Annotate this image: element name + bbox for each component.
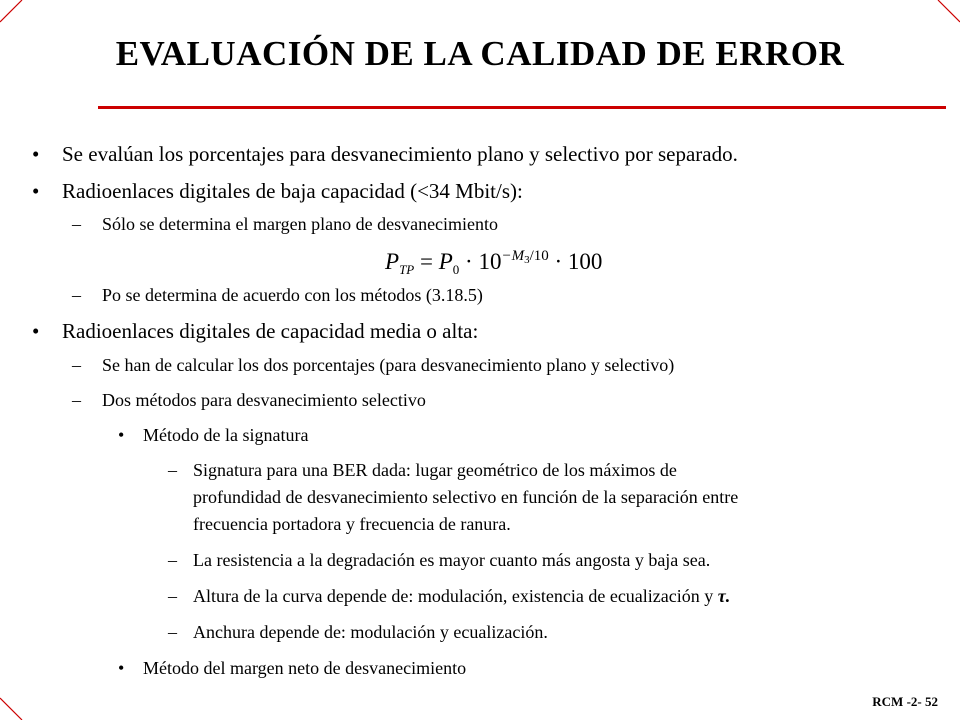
dash-icon: – <box>168 550 177 570</box>
formula-exponent-tail: /10 <box>529 248 549 264</box>
formula-exponent-m: −M <box>501 248 525 264</box>
bullet-text: Radioenlaces digitales de baja capacidad (<34 Mbit/s): <box>62 179 523 203</box>
tau-symbol: τ. <box>717 586 731 606</box>
level4-text: profundidad de desvanecimiento selectivo en función de la separación entre <box>193 487 739 507</box>
formula-equals: = <box>414 249 439 274</box>
dash-icon: – <box>168 622 177 642</box>
bullet-icon: • <box>32 142 40 166</box>
title-underline <box>98 106 946 109</box>
bullet-icon: • <box>118 425 125 445</box>
dash-icon: – <box>72 390 81 410</box>
level4-text: Signatura para una BER dada: lugar geométrico de los máximos de <box>193 460 677 480</box>
bullet-icon: • <box>32 179 40 203</box>
dash-icon: – <box>72 285 81 305</box>
formula <box>385 248 602 278</box>
formula-ten: · 10 <box>459 249 502 274</box>
bullet-icon: • <box>32 319 40 343</box>
level4-text: frecuencia portadora y frecuencia de ranura. <box>193 514 511 534</box>
subsubbullet-text: Método del margen neto de desvanecimiento <box>143 658 467 678</box>
bullet-icon: • <box>118 658 125 678</box>
level4-text <box>193 586 730 607</box>
formula-p0: P <box>438 249 453 274</box>
formula-hundred: · 100 <box>548 249 603 274</box>
level4-text-main: Altura de la curva depende de: modulación, existencia de ecualización y <box>193 586 714 606</box>
formula-exponent <box>501 248 548 264</box>
subbullet-text: Po se determina de acuerdo con los métodos (3.18.5) <box>102 285 483 305</box>
corner-mark-top-right <box>932 0 960 28</box>
subsubbullet-text: Método de la signatura <box>143 425 309 445</box>
corner-mark-top-left <box>0 0 28 28</box>
formula-lhs: P <box>385 249 400 274</box>
formula-p0-subscript: 0 <box>452 262 460 277</box>
dash-icon: – <box>72 214 81 234</box>
formula-exponent-subscript: 3 <box>524 254 530 266</box>
bullet-text: Radioenlaces digitales de capacidad media o alta: <box>62 319 479 343</box>
subbullet-text: Dos métodos para desvanecimiento selectivo <box>102 390 426 410</box>
dash-icon: – <box>72 355 81 375</box>
formula-lhs-subscript: TP <box>399 262 415 277</box>
level4-text: La resistencia a la degradación es mayor cuanto más angosta y baja sea. <box>193 550 711 570</box>
subbullet-text: Sólo se determina el margen plano de desvanecimiento <box>102 214 499 234</box>
corner-mark-bottom-left <box>0 692 28 720</box>
slide-title: EVALUACIÓN DE LA CALIDAD DE ERROR <box>115 34 845 73</box>
slide-footer: RCM -2- 52 <box>872 694 938 709</box>
dash-icon: – <box>168 460 177 480</box>
subbullet-text: Se han de calcular los dos porcentajes (para desvanecimiento plano y selectivo) <box>102 355 675 375</box>
dash-icon: – <box>168 586 177 606</box>
bullet-text: Se evalúan los porcentajes para desvanecimiento plano y selectivo por separado. <box>62 142 738 166</box>
level4-text: Anchura depende de: modulación y ecualización. <box>193 622 548 642</box>
